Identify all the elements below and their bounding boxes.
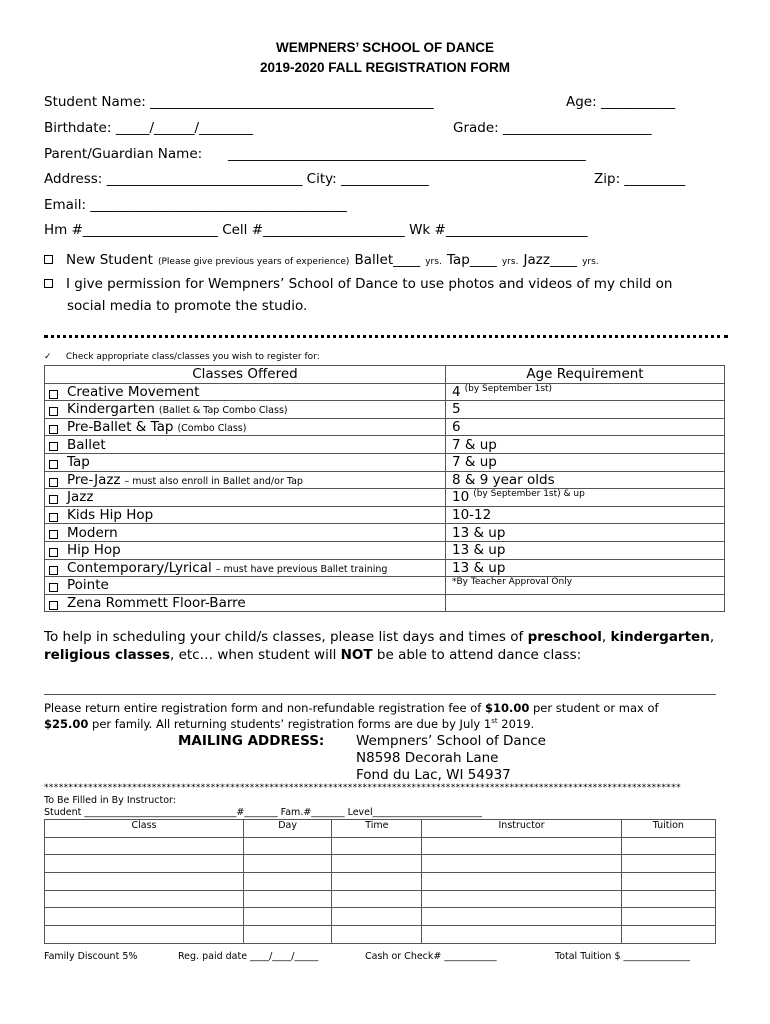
class-row — [45, 524, 725, 542]
age-cell — [446, 383, 725, 401]
instructor-cell[interactable] — [422, 890, 621, 908]
mailing-line-1: Wempners’ School of Dance — [356, 733, 546, 749]
instructor-row — [45, 837, 716, 855]
class-checkbox[interactable] — [49, 390, 58, 399]
class-cell — [45, 506, 446, 524]
instructor-cell[interactable] — [45, 873, 244, 891]
permission-text-2: social media to promote the studio. — [67, 298, 308, 314]
age-cell — [446, 471, 725, 489]
class-row — [45, 594, 725, 612]
class-name: Pre-Ballet & Tap — [67, 419, 174, 436]
ballet-years[interactable]: Ballet____ — [354, 252, 421, 268]
instructor-row — [45, 873, 716, 891]
class-row — [45, 453, 725, 471]
class-cell — [45, 541, 446, 559]
dotted-divider — [44, 335, 728, 338]
age-cell — [446, 541, 725, 559]
age-cell — [446, 524, 725, 542]
class-row — [45, 577, 725, 595]
instructor-col-header: Instructor — [422, 820, 621, 838]
class-cell — [45, 418, 446, 436]
class-cell — [45, 471, 446, 489]
instructor-row — [45, 890, 716, 908]
schedule-text-2: religious classes, etc… when student will NOT be able to attend dance class: — [44, 647, 582, 663]
class-name: Pointe — [67, 577, 109, 594]
class-row — [45, 383, 725, 401]
class-checkbox[interactable] — [49, 601, 58, 610]
years-unit: yrs. — [582, 257, 599, 267]
age-note: (by September 1st) & up — [473, 489, 585, 500]
instructor-col-header: Day — [244, 820, 332, 838]
instructor-cell[interactable] — [422, 926, 621, 944]
instructor-row — [45, 926, 716, 944]
class-name: Kindergarten — [67, 401, 155, 418]
instructor-cell[interactable] — [244, 908, 332, 926]
class-row — [45, 471, 725, 489]
class-cell — [45, 489, 446, 507]
instructor-cell[interactable] — [45, 926, 244, 944]
class-row — [45, 418, 725, 436]
instructor-cell[interactable] — [244, 926, 332, 944]
instructor-cell[interactable] — [244, 855, 332, 873]
star-divider: ********************************************************************************************************************************** — [44, 783, 681, 793]
checkmark-icon: ✓ — [44, 352, 52, 362]
age-cell — [446, 489, 725, 507]
instructor-cell[interactable] — [332, 908, 422, 926]
total-tuition[interactable]: Total Tuition $ ______________ — [555, 951, 691, 962]
instructor-cell[interactable] — [45, 855, 244, 873]
age-value: 7 & up — [452, 436, 497, 453]
instructor-cell[interactable] — [244, 837, 332, 855]
class-checkbox[interactable] — [49, 530, 58, 539]
age-note: *By Teacher Approval Only — [452, 577, 573, 588]
jazz-years[interactable]: Jazz____ — [523, 252, 577, 268]
new-student-row — [44, 249, 599, 268]
class-row — [45, 506, 725, 524]
instructor-cell[interactable] — [621, 855, 715, 873]
class-name: Creative Movement — [67, 383, 200, 400]
schedule-answer-line[interactable] — [44, 694, 716, 695]
instructor-cell[interactable] — [244, 890, 332, 908]
instructor-cell[interactable] — [621, 837, 715, 855]
instructor-col-header: Time — [332, 820, 422, 838]
permission-text: I give permission for Wempners’ School of Dance to use photos and videos of my child on — [66, 276, 673, 292]
age-field[interactable]: Age: ___________ — [566, 94, 676, 110]
years-unit: yrs. — [425, 257, 442, 267]
email-field[interactable]: Email: ______________________________________ — [44, 197, 347, 213]
age-value: 10 — [452, 489, 470, 506]
student-name-field[interactable]: Student Name: __________________________________________ — [44, 94, 434, 110]
instructor-cell[interactable] — [332, 873, 422, 891]
instructor-cell[interactable] — [332, 890, 422, 908]
class-checkbox[interactable] — [49, 460, 58, 469]
class-cell — [45, 401, 446, 419]
class-row — [45, 559, 725, 577]
reg-paid-date[interactable]: Reg. paid date ____/____/_____ — [178, 951, 319, 962]
class-name: Pre-Jazz — [67, 471, 121, 488]
address-field[interactable]: Address: _____________________________ City: _____________ — [44, 171, 429, 187]
age-value: 6 — [452, 419, 461, 436]
instructor-cell[interactable] — [45, 908, 244, 926]
instructor-cell[interactable] — [422, 873, 621, 891]
class-cell — [45, 453, 446, 471]
new-student-checkbox[interactable] — [44, 255, 53, 264]
age-value: 13 & up — [452, 559, 506, 576]
age-value: 8 & 9 year olds — [452, 471, 555, 488]
age-value: 13 & up — [452, 524, 506, 541]
new-student-label: New Student — [66, 252, 153, 268]
class-name: Zena Rommett Floor-Barre — [67, 595, 246, 612]
class-name: Modern — [67, 524, 118, 541]
classes-table — [44, 365, 725, 612]
return-note-1: Please return entire registration form and non-refundable registration fee of $10.00 per student or max of — [44, 701, 659, 715]
birthdate-field[interactable]: Birthdate: _____/______/________ — [44, 120, 254, 136]
cash-check[interactable]: Cash or Check# ___________ — [365, 951, 497, 962]
tap-years[interactable]: Tap____ — [446, 252, 497, 268]
check-note — [44, 352, 320, 362]
instructor-heading: To Be Filled in By Instructor: — [44, 795, 176, 806]
age-cell — [446, 401, 725, 419]
age-value: 7 & up — [452, 454, 497, 471]
age-value: 5 — [452, 401, 461, 418]
class-note: (Ballet & Tap Combo Class) — [158, 405, 288, 417]
grade-field[interactable]: Grade: ______________________ — [453, 120, 652, 136]
parent-label: Parent/Guardian Name: — [44, 146, 203, 162]
mailing-label: MAILING ADDRESS: — [178, 733, 325, 749]
age-cell — [446, 418, 725, 436]
instructor-cell[interactable] — [244, 873, 332, 891]
class-checkbox[interactable] — [49, 583, 58, 592]
class-row — [45, 489, 725, 507]
instructor-cell[interactable] — [332, 855, 422, 873]
instructor-cell[interactable] — [332, 837, 422, 855]
class-note: – must also enroll in Ballet and/or Tap — [124, 475, 303, 487]
class-checkbox[interactable] — [49, 548, 58, 557]
mailing-line-2: N8598 Decorah Lane — [356, 750, 499, 766]
age-value: 10-12 — [452, 507, 492, 524]
instructor-row — [45, 908, 716, 926]
instructor-cell[interactable] — [621, 890, 715, 908]
age-cell — [446, 559, 725, 577]
age-cell — [446, 436, 725, 454]
age-value: 13 & up — [452, 542, 506, 559]
return-note-2: $25.00 per family. All returning students’ registration forms are due by July 1st 2019. — [44, 717, 535, 731]
parent-field[interactable]: _____________________________________________________ — [228, 146, 586, 162]
classes-header: Classes Offered — [45, 366, 446, 384]
permission-row — [44, 273, 672, 292]
instructor-cell[interactable] — [45, 890, 244, 908]
class-checkbox[interactable] — [49, 513, 58, 522]
age-cell — [446, 506, 725, 524]
instructor-cell[interactable] — [45, 837, 244, 855]
instructor-cell[interactable] — [621, 926, 715, 944]
mailing-line-3: Fond du Lac, WI 54937 — [356, 767, 511, 783]
class-name: Kids Hip Hop — [67, 507, 154, 524]
instructor-cell[interactable] — [332, 926, 422, 944]
family-discount: Family Discount 5% — [44, 951, 138, 962]
class-cell — [45, 577, 446, 595]
instructor-col-header: Class — [45, 820, 244, 838]
form-title: 2019-2020 FALL REGISTRATION FORM — [259, 60, 511, 75]
new-student-note: (Please give previous years of experience) — [157, 257, 350, 267]
age-note: (by September 1st) — [464, 383, 553, 394]
class-name: Hip Hop — [67, 542, 121, 559]
class-checkbox[interactable] — [49, 566, 58, 575]
instructor-row — [45, 855, 716, 873]
class-name: Jazz — [67, 489, 94, 506]
school-title: WEMPNERS’ SCHOOL OF DANCE — [275, 40, 495, 55]
class-cell — [45, 524, 446, 542]
instructor-cell[interactable] — [621, 908, 715, 926]
age-cell — [446, 594, 725, 612]
class-name: Contemporary/Lyrical — [67, 559, 212, 576]
instructor-cell[interactable] — [422, 837, 621, 855]
age-cell — [446, 453, 725, 471]
class-checkbox[interactable] — [49, 478, 58, 487]
age-value: 4 — [452, 383, 461, 400]
class-checkbox[interactable] — [49, 407, 58, 416]
instructor-col-header: Tuition — [621, 820, 715, 838]
schedule-text-1: To help in scheduling your child/s classes, please list days and times of preschool, kindergarten, — [44, 629, 715, 645]
class-row — [45, 436, 725, 454]
years-unit: yrs. — [501, 257, 519, 267]
class-checkbox[interactable] — [49, 425, 58, 434]
class-row — [45, 541, 725, 559]
class-name: Tap — [67, 454, 90, 471]
class-checkbox[interactable] — [49, 442, 58, 451]
class-name: Ballet — [67, 436, 106, 453]
class-cell — [45, 559, 446, 577]
instructor-cell[interactable] — [422, 855, 621, 873]
class-cell — [45, 436, 446, 454]
class-checkbox[interactable] — [49, 495, 58, 504]
class-note: (Combo Class) — [177, 423, 247, 435]
zip-field[interactable]: Zip: _________ — [594, 171, 686, 187]
class-note: – must have previous Ballet training — [215, 563, 388, 575]
instructor-cell[interactable] — [422, 908, 621, 926]
instructor-cell[interactable] — [621, 873, 715, 891]
phone-fields[interactable]: Hm #____________________ Cell #_____________________ Wk #_____________________ — [44, 222, 588, 238]
instructor-table — [44, 819, 716, 944]
class-row — [45, 401, 725, 419]
age-header: Age Requirement — [446, 366, 725, 384]
check-note-text: Check appropriate class/classes you wish to register for: — [65, 352, 320, 362]
class-cell — [45, 594, 446, 612]
class-cell — [45, 383, 446, 401]
permission-checkbox[interactable] — [44, 279, 53, 288]
age-cell — [446, 577, 725, 595]
instructor-student-line[interactable]: Student ________________________________#_______ Fam.#_______ Level_______________________ — [44, 807, 482, 818]
